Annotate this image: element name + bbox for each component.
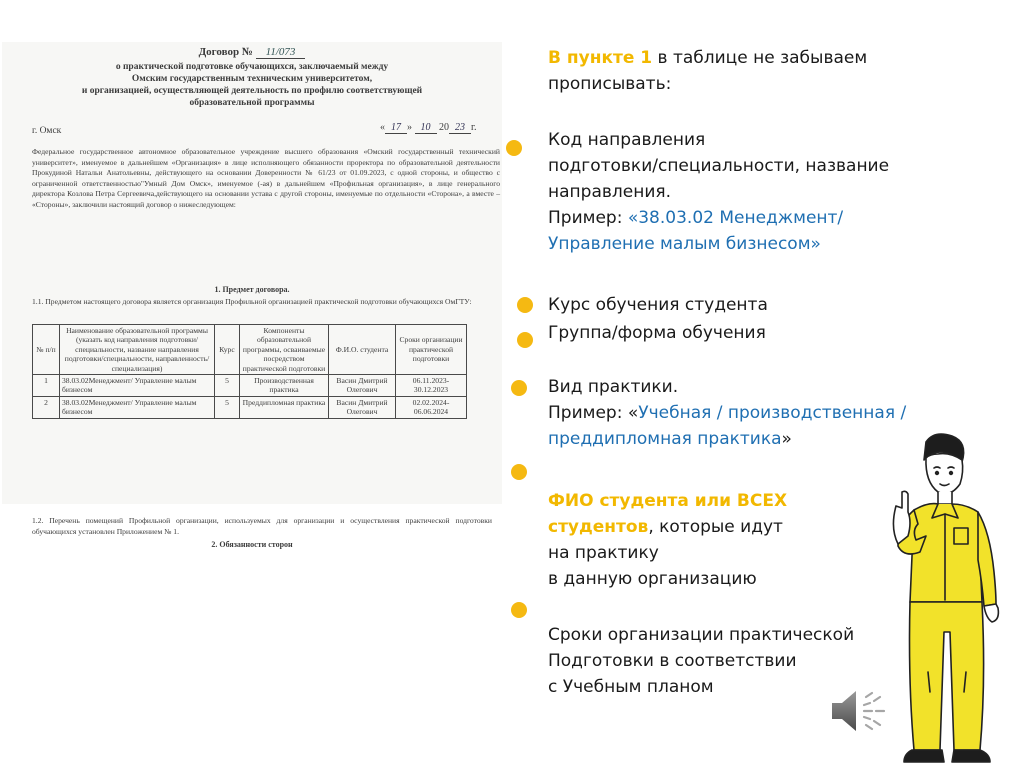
contract-date: « 17 » 10 20 23 г. bbox=[380, 122, 477, 133]
bullet-dot bbox=[511, 380, 527, 396]
bullet-dot bbox=[506, 140, 522, 156]
clause-1-1: 1.1. Предметом настоящего договора является организация Профильной организацией практической подготовки обучающихся ОмГТУ: bbox=[32, 297, 472, 306]
contract-title: Договор № 11/073 bbox=[2, 46, 502, 58]
bullet-dot bbox=[517, 297, 533, 313]
table-row: 1 38.03.02Менеджмент/ Управление малым бизнесом 5 Производственная практика Васин Дмитрий Олегович 06.11.2023-30.12.2023 bbox=[33, 375, 467, 397]
contract-city: г. Омск bbox=[32, 126, 62, 136]
clause-1-2: 1.2. Перечень помещений Профильной организации, используемых для организации и осуществления практической подготовки обучающихся установлен Приложением № 1. bbox=[32, 516, 492, 536]
col-header-dates: Сроки организации практической подготовки bbox=[396, 325, 467, 375]
col-header-program: Наименование образовательной программы (указать код направления подготовки/ специальности, название направления подготовки/специальности, направленность/специализация) bbox=[60, 325, 215, 375]
note-group: Группа/форма обучения bbox=[548, 323, 766, 343]
note-schedule: Сроки организации практической Подготовки в соответствии с Учебным планом bbox=[548, 625, 855, 697]
col-header-component: Компоненты образовательной программы, осваиваемые посредством практической подготовки bbox=[240, 325, 329, 375]
bullet-dot bbox=[511, 602, 527, 618]
bullet-dot bbox=[517, 332, 533, 348]
intro-text: В пункте 1 в таблице не забываем прописывать: bbox=[548, 48, 868, 94]
note-student-names: ФИО студента или ВСЕХ студентов, которые идут на практику в данную организацию bbox=[548, 491, 788, 589]
contract-subtitle: о практической подготовке обучающихся, заключаемый между Омским государственным техническим университетом, и организацией, осуществляющей деятельность по профилю соответствующей образовательной программы bbox=[81, 62, 423, 108]
contract-preamble: Федеральное государственное автономное образовательное учреждение высшего образования «Омский государственный технический университет», именуемое в дальнейшем «Организация» в лице исполняющего обязанности проректора по образовательной деятельности Прокудиной Натальи Анатольевны, действующего на основании Доверенности № 61/23 от 01.09.2023, с одной стороны, и общество с ограниченной ответственностью"Умный Дом Омск», именуемое (-ая) в дальнейшем «Профильная организация», в лице генерального директора Козлова Петра Сергеевича,действующего на основании устава с другой стороны, именуемые по отдельности «Сторона», а вместе – «Стороны», заключили настоящий договор о нижеследующем: bbox=[32, 147, 500, 209]
person-illustration bbox=[868, 432, 1018, 767]
section-heading: 1. Предмет договора. bbox=[214, 285, 290, 294]
note-course: Курс обучения студента bbox=[548, 295, 768, 315]
col-header-student: Ф.И.О. студента bbox=[329, 325, 396, 375]
section-heading: 2. Обязанности сторон bbox=[211, 540, 293, 549]
bullet-dot bbox=[511, 464, 527, 480]
note-practice-type: Вид практики. Пример: «Учебная / производственная / преддипломная практика» bbox=[548, 377, 907, 449]
practice-table bbox=[32, 324, 467, 419]
note-program-code: Код направления подготовки/специальности, название направления. Пример: «38.03.02 Менеджмент/ Управление малым бизнесом» bbox=[548, 130, 890, 254]
contract-number: 11/073 bbox=[256, 46, 306, 59]
speaker-icon[interactable] bbox=[826, 683, 890, 739]
scanned-contract bbox=[2, 42, 502, 549]
col-header-course: Курс bbox=[215, 325, 240, 375]
table-header-row bbox=[33, 325, 467, 375]
table-row: 2 38.03.02Менеджмент/ Управление малым бизнесом 5 Преддипломная практика Васин Дмитрий Олегович 02.02.2024-06.06.2024 bbox=[33, 396, 467, 418]
col-header-num: № п/п bbox=[33, 325, 60, 375]
